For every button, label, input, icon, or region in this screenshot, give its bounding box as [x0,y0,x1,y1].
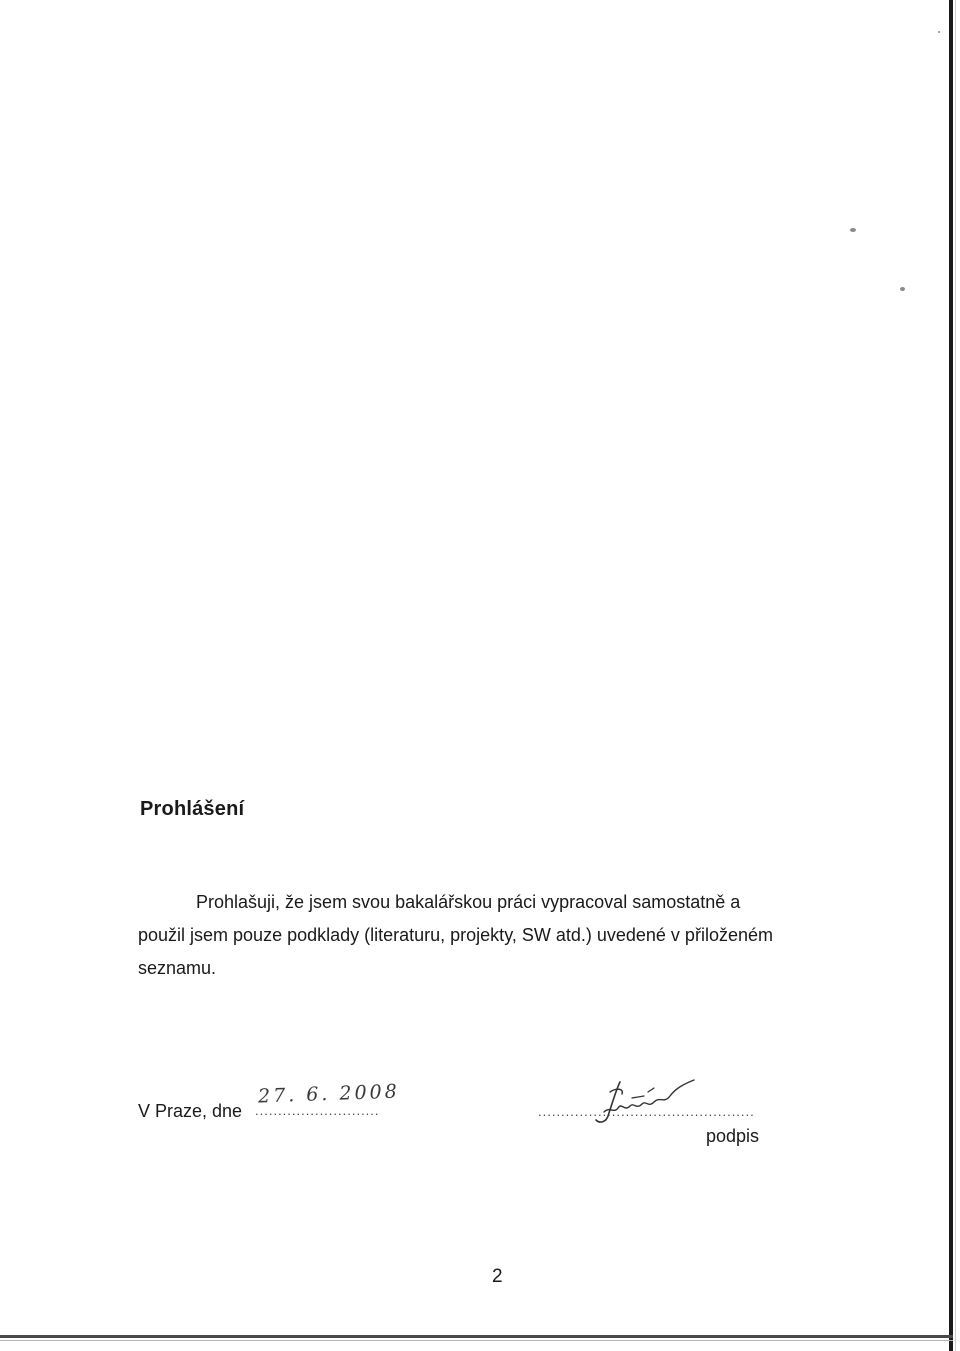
signature-label: podpis [706,1126,760,1146]
place-date-label: V Praze, dne [138,1101,243,1121]
scan-edge-right-faint [955,0,956,1351]
page-title: Prohlášení [140,798,245,820]
scan-speck [850,228,856,232]
scan-edge-right [949,0,953,1351]
scan-speck [900,287,905,291]
scan-speck [938,31,940,33]
page-number: 2 [492,1266,503,1287]
handwritten-signature [588,1078,700,1126]
date-dotted-line: ........................... [255,1103,380,1118]
declaration-line-1: Prohlašuji, že jsem svou bakalářskou práci vypracoval samostatně a [196,892,741,912]
scan-edge-bottom-light [0,1340,953,1341]
declaration-line-3: seznamu. [138,958,217,978]
signature-dotted-line: ............................................... [538,1104,755,1119]
declaration-line-2: použil jsem pouze podklady (literaturu, projekty, SW atd.) uvedené v přiloženém [138,925,773,945]
handwritten-date: 27. 6. 2008 [257,1080,401,1108]
scan-edge-bottom [0,1335,953,1338]
